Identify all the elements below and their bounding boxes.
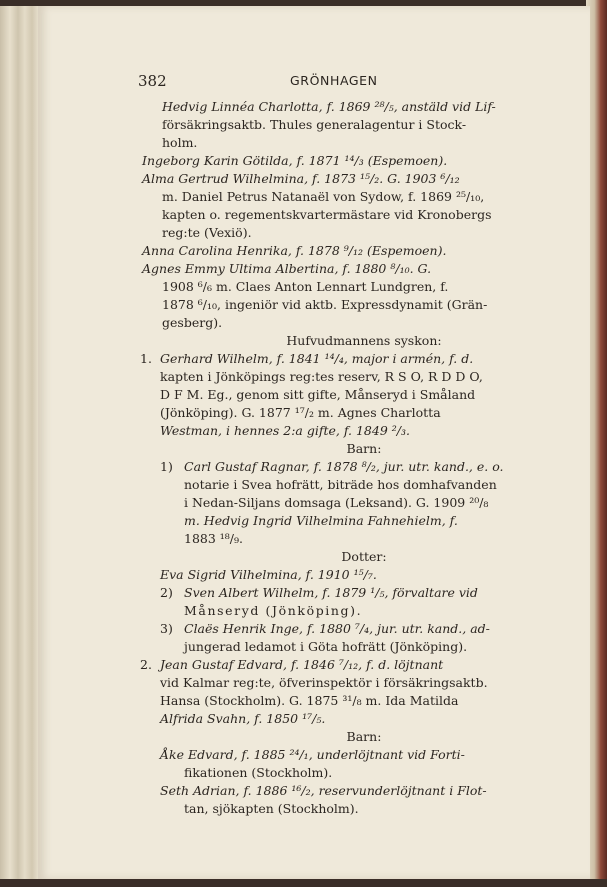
text-line: Månseryd (Jönköping). — [184, 603, 363, 618]
text-line: Ingeborg Karin Götilda, f. 1871 ¹⁴/₃ (Espemoen). — [142, 153, 448, 168]
text-line: kapten o. regementskvartermästare vid Kronobergs — [162, 207, 492, 222]
section-heading: Barn: — [346, 729, 382, 744]
text-line: m. Hedvig Ingrid Vilhelmina Fahnehielm, f. — [184, 513, 458, 528]
section-heading: Barn: — [346, 441, 382, 456]
list-item: 2) Sven Albert Wilhelm, f. 1879 ¹/₅, förvaltare vid — [160, 585, 478, 600]
text-line: 1883 ¹⁸/₉. — [184, 531, 244, 546]
item-number: 2. — [140, 657, 152, 672]
text-line: gesberg). — [162, 315, 223, 330]
list-item: 3) Claës Henrik Inge, f. 1880 ⁷/₄, jur. utr. kand., ad- — [160, 621, 490, 636]
text-line: Agnes Emmy Ultima Albertina, f. 1880 ⁸/₁₀. G. — [142, 261, 432, 276]
text-line: Eva Sigrid Vilhelmina, f. 1910 ¹⁵/₇. — [160, 567, 377, 582]
text-line: tan, sjökapten (Stockholm). — [184, 801, 359, 816]
genealogy-text — [142, 98, 586, 818]
text-line: kapten i Jönköpings reg:tes reserv, R S O, R D D O, — [160, 369, 483, 384]
item-number: 3) — [160, 621, 173, 636]
list-item: 1. Gerhard Wilhelm, f. 1841 ¹⁴/₄, major i armén, f. d. — [140, 351, 474, 366]
text-line: 1878 ⁶/₁₀, ingeniör vid aktb. Expressdynamit (Grän- — [162, 297, 488, 312]
text-line: holm. — [162, 135, 198, 150]
text-line: i Nedan-Siljans domsaga (Leksand). G. 1909 ²⁰/₈ — [184, 495, 489, 510]
item-number: 1) — [160, 459, 173, 474]
text-line: reg:te (Vexiö). — [162, 225, 252, 240]
item-number: 1. — [140, 351, 152, 366]
item-number: 2) — [160, 585, 173, 600]
text-line: Hedvig Linnéa Charlotta, f. 1869 ²⁸/₅, anstäld vid Lif- — [162, 99, 496, 114]
section-heading: Dotter: — [341, 549, 387, 564]
section-heading: Hufvudmannens syskon: — [286, 333, 442, 348]
text-line: Anna Carolina Henrika, f. 1878 ⁹/₁₂ (Espemoen). — [142, 243, 447, 258]
text-line: 1908 ⁶/₆ m. Claes Anton Lennart Lundgren, f. — [162, 279, 449, 294]
list-item: 1) Carl Gustaf Ragnar, f. 1878 ⁸/₂, jur. utr. kand., e. o. — [160, 459, 504, 474]
text-line: Alma Gertrud Wilhelmina, f. 1873 ¹⁵/₂. G. 1903 ⁶/₁₂ — [142, 171, 460, 186]
text-line: Hansa (Stockholm). G. 1875 ³¹/₈ m. Ida Matilda — [160, 693, 459, 708]
text-line: jungerad ledamot i Göta hofrätt (Jönköping). — [184, 639, 468, 654]
text-line: fikationen (Stockholm). — [184, 765, 333, 780]
text-line: Alfrida Svahn, f. 1850 ¹⁷/₅. — [160, 711, 326, 726]
page-number: 382 — [138, 72, 167, 90]
text-line: försäkringsaktb. Thules generalagentur i Stock- — [162, 117, 467, 132]
text-line: Seth Adrian, f. 1886 ¹⁶/₂, reservunderlöjtnant i Flot- — [160, 783, 487, 798]
text-line: Åke Edvard, f. 1885 ²⁴/₁, underlöjtnant vid Forti- — [160, 747, 465, 762]
text-line: (Jönköping). G. 1877 ¹⁷/₂ m. Agnes Charlotta — [160, 405, 441, 420]
book-spine — [0, 0, 40, 887]
page-header — [138, 72, 580, 92]
text-line: vid Kalmar reg:te, öfverinspektör i försäkringsaktb. — [160, 675, 488, 690]
bottom-edge — [0, 879, 607, 887]
text-line: m. Daniel Petrus Natanaël von Sydow, f. 1869 ²⁵/₁₀, — [162, 189, 485, 204]
text-line: notarie i Svea hofrätt, biträde hos domhafvanden — [184, 477, 497, 492]
text-line: Westman, i hennes 2:a gifte, f. 1849 ²/₃. — [160, 423, 410, 438]
running-title: GRÖNHAGEN — [290, 73, 378, 88]
list-item: 2. Jean Gustaf Edvard, f. 1846 ⁷/₁₂, f. d. löjtnant — [140, 657, 444, 672]
text-line: D F M. Eg., genom sitt gifte, Månseryd i Småland — [160, 387, 476, 402]
